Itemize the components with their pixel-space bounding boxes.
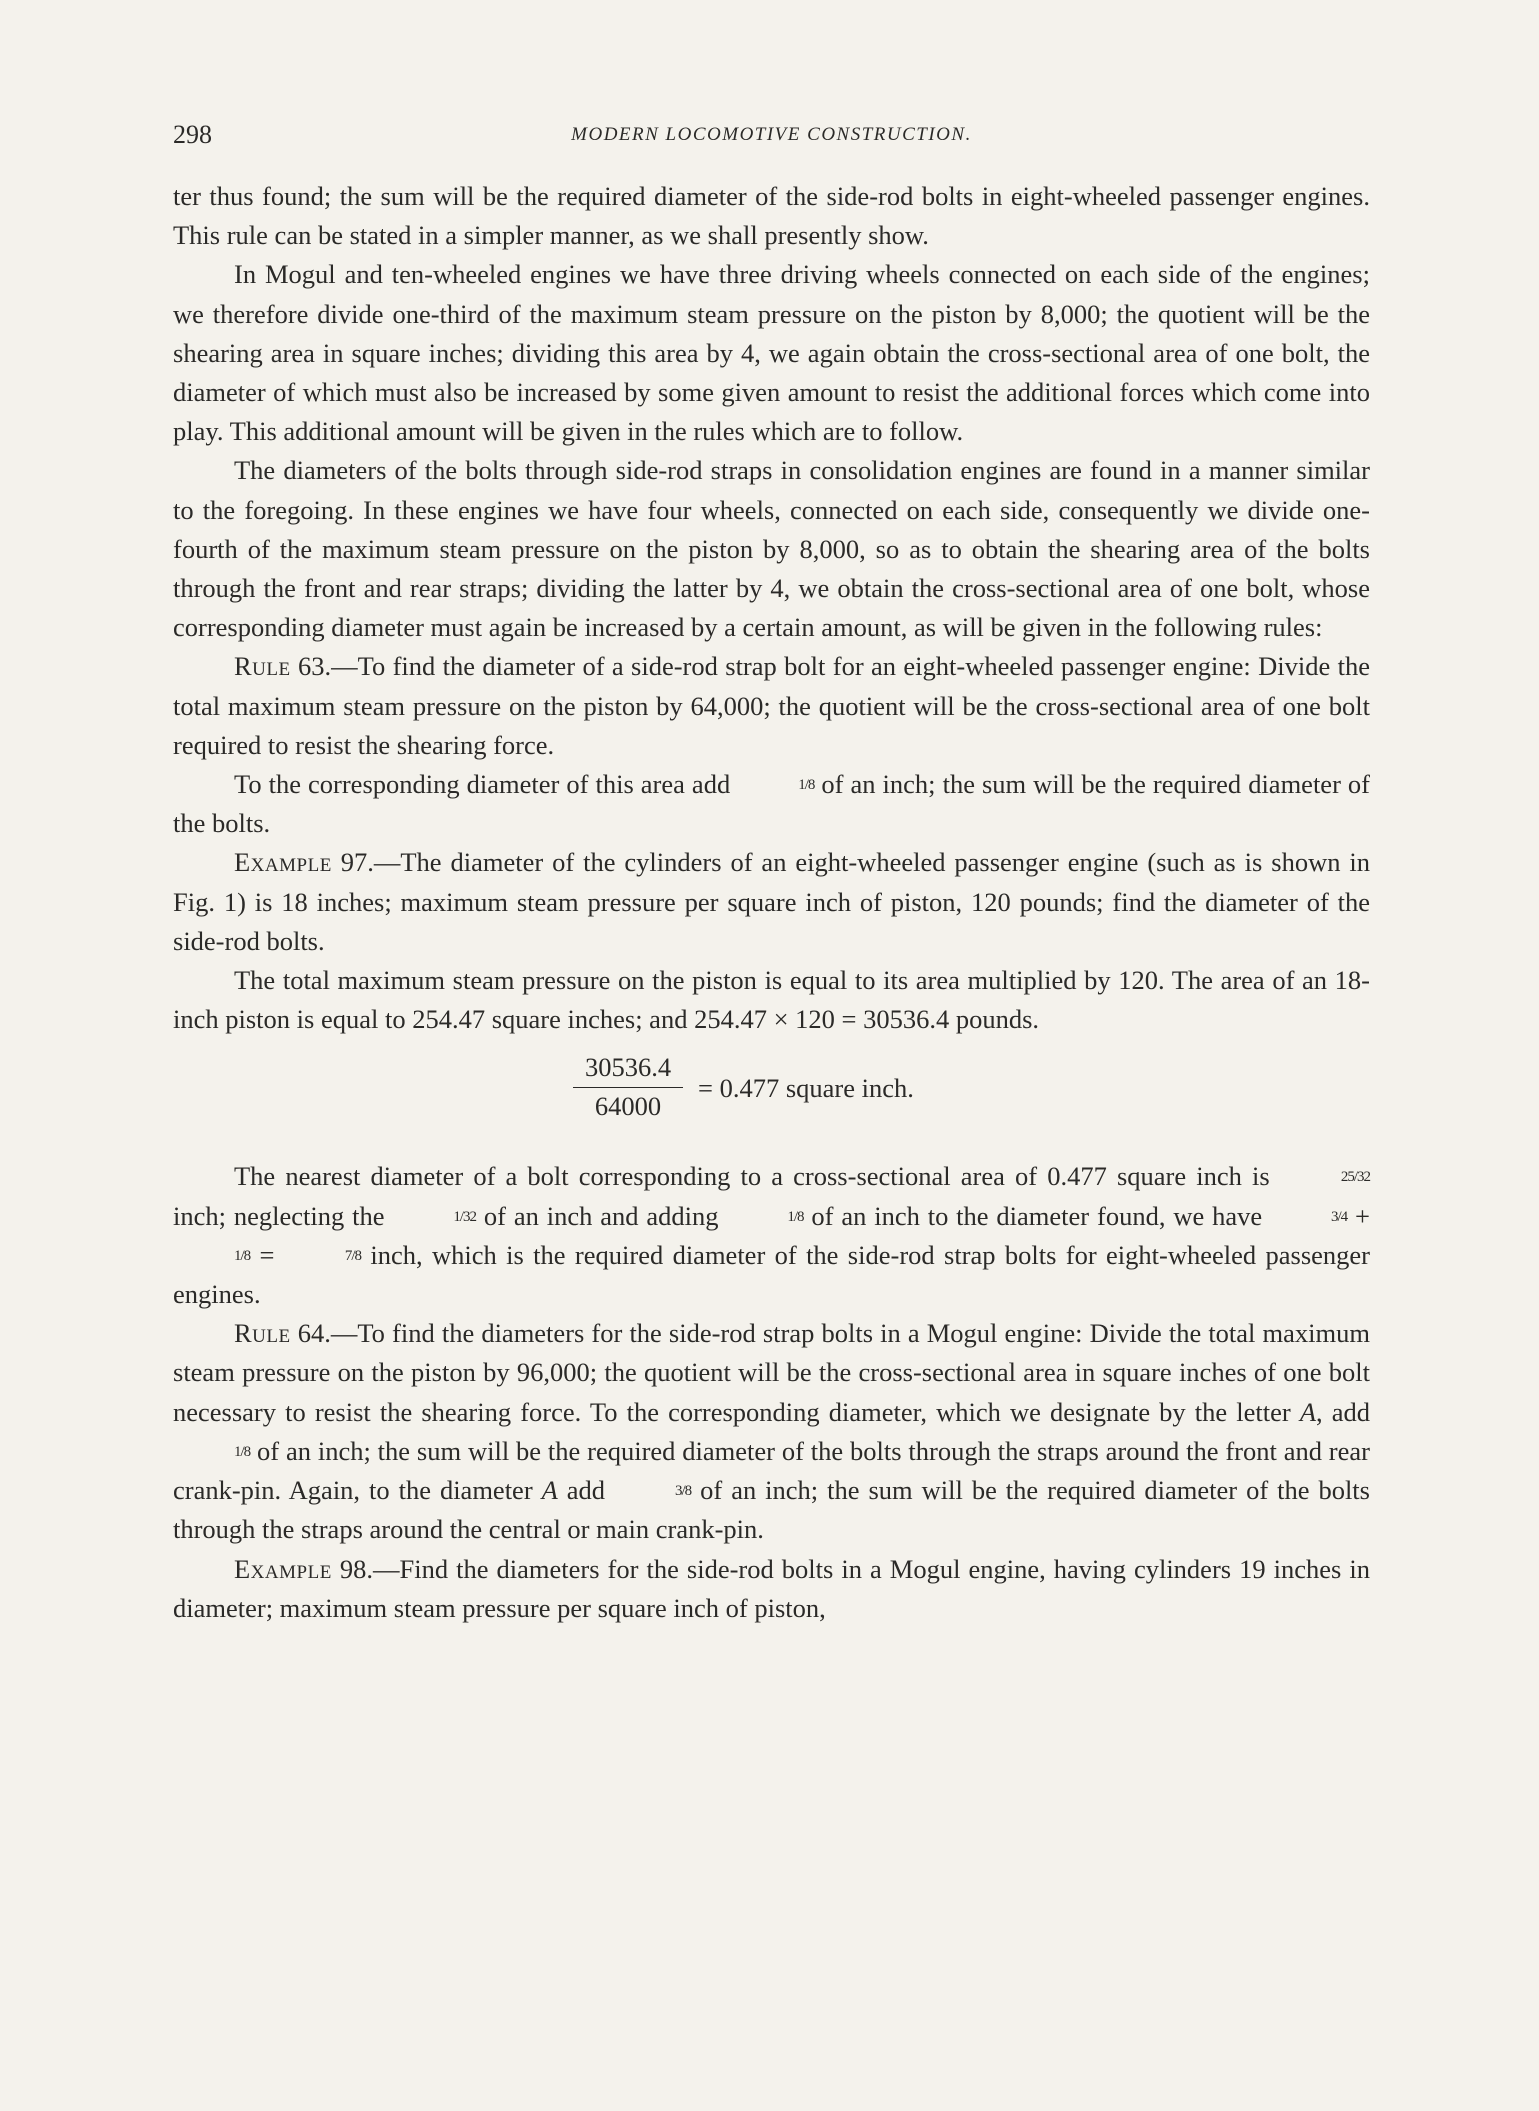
text-run: = bbox=[250, 1239, 284, 1270]
paragraph-consolidation: The diameters of the bolts through side-rod straps in consolidation engines are found in a manner similar to the foregoing. In these engines we have four wheels, connected on each side, consequently we divide one-fourth of the maximum steam pressure on the piston by 8,000, so as to obtain the shearing area of the bolts through the front and rear straps; dividing the latter by 4, we obtain the cross-sectional area of one bolt, whose corresponding diameter must again be increased by a certain amount, as will be given in the following rules: bbox=[173, 455, 1370, 643]
rule-63 bbox=[173, 647, 1370, 765]
text-run: add bbox=[557, 1475, 615, 1506]
text-run: + bbox=[1347, 1200, 1370, 1231]
equation-denominator: 64000 bbox=[594, 1091, 662, 1122]
example-97-lead: Example bbox=[234, 847, 332, 878]
equation-result: = 0.477 square inch. bbox=[698, 1073, 914, 1104]
fraction: 7/8 bbox=[344, 1247, 362, 1264]
variable-a: A bbox=[541, 1475, 558, 1506]
example-98 bbox=[173, 1550, 1370, 1628]
equation-numerator: 30536.4 bbox=[573, 1051, 683, 1088]
example-98-lead: Example bbox=[234, 1553, 332, 1584]
rule-64 bbox=[173, 1314, 1370, 1549]
equation bbox=[173, 1039, 1370, 1157]
text-run: The nearest diameter of a bolt corresponding to a cross-sectional area of 0.477 square inch is bbox=[234, 1161, 1280, 1192]
fraction: 1/8 bbox=[798, 777, 815, 794]
example-98-text: 98.—Find the diameters for the side-rod bolts in a Mogul engine, having cylinders 19 inches in diameter; maximum steam pressure per square inch of piston, bbox=[173, 1553, 1370, 1623]
rule-64-lead: Rule bbox=[234, 1318, 291, 1349]
fraction: 1/8 bbox=[234, 1247, 251, 1264]
text-run: of an inch; the sum will be the required diameter of the bolts through the straps around the central or main crank-pin. bbox=[173, 1475, 1370, 1545]
page-header bbox=[173, 120, 1370, 160]
text-run: of an inch; the sum will be the required diameter of the bolts through the straps around the front and rear crank-pin. Again, to the diameter bbox=[173, 1435, 1370, 1506]
text-run: , add bbox=[1316, 1396, 1370, 1427]
fraction: 3/4 bbox=[1330, 1208, 1348, 1225]
body-text bbox=[173, 177, 1370, 1628]
rule-63-lead: Rule bbox=[234, 651, 291, 682]
paragraph-continuation: ter thus found; the sum will be the required diameter of the side-rod bolts in eight-wheeled passenger engines. This rule can be stated in a simpler manner, as we shall presently show. bbox=[173, 181, 1370, 251]
rule-63-addendum bbox=[173, 765, 1370, 843]
variable-a: A bbox=[1299, 1396, 1316, 1427]
paragraph-mogul: In Mogul and ten-wheeled engines we have three driving wheels connected on each side of the engines; we therefore divide one-third of the maximum steam pressure on the piston by 8,000; the quotient will be the shearing area in square inches; dividing this area by 4, we again obtain the cross-sectional area of one bolt, the diameter of which must also be increased by some given amount to resist the additional forces which come into play. This additional amount will be given in the rules which are to follow. bbox=[173, 259, 1370, 447]
fraction: 1/32 bbox=[453, 1208, 477, 1225]
paragraph-total-pressure: The total maximum steam pressure on the piston is equal to its area multiplied by 120. The area of an 18-inch piston is equal to 254.47 square inches; and 254.47 × 120 = 30536.4 pounds. bbox=[173, 965, 1370, 1035]
text-run: of an inch and adding bbox=[476, 1200, 727, 1231]
paragraph-nearest-diameter bbox=[173, 1157, 1370, 1314]
text-run: of an inch; the sum will be the required diameter of the bolts. bbox=[173, 769, 1370, 839]
text-run: inch; neglecting the bbox=[173, 1200, 393, 1231]
running-title: MODERN LOCOMOTIVE CONSTRUCTION. bbox=[571, 124, 972, 145]
page-number: 298 bbox=[173, 120, 212, 149]
rule-63-text: 63.—To find the diameter of a side-rod strap bolt for an eight-wheeled passenger engine: Divide the total maximum steam pressure on the piston by 64,000; the quotient will be the cross-sectional area of one bolt required to resist the shearing force. bbox=[173, 651, 1370, 760]
text-run: of an inch to the diameter found, we have bbox=[803, 1200, 1270, 1231]
fraction: 1/8 bbox=[787, 1208, 804, 1225]
fraction: 3/8 bbox=[675, 1483, 692, 1500]
text-run: To the corresponding diameter of this area add bbox=[234, 769, 738, 800]
example-97 bbox=[173, 843, 1370, 961]
equation-fraction bbox=[573, 1051, 683, 1122]
text-run: 64.—To find the diameters for the side-rod strap bolts in a Mogul engine: Divide the total maximum steam pressure on the piston by 96,000; the quotient will be the cross-sectional area in square inches of one bolt necessary to resist the shearing force. To the corresponding diameter, which we designate by the letter bbox=[173, 1318, 1370, 1427]
fraction: 1/8 bbox=[234, 1443, 251, 1460]
example-97-text: 97.—The diameter of the cylinders of an eight-wheeled passenger engine (such as is shown in Fig. 1) is 18 inches; maximum steam pressure per square inch of piston, 120 pounds; find the diameter of the side-rod bolts. bbox=[173, 847, 1370, 956]
fraction: 25/32 bbox=[1340, 1169, 1370, 1186]
text-run: inch, which is the required diameter of the side-rod strap bolts for eight-wheeled passenger engines. bbox=[173, 1239, 1370, 1310]
